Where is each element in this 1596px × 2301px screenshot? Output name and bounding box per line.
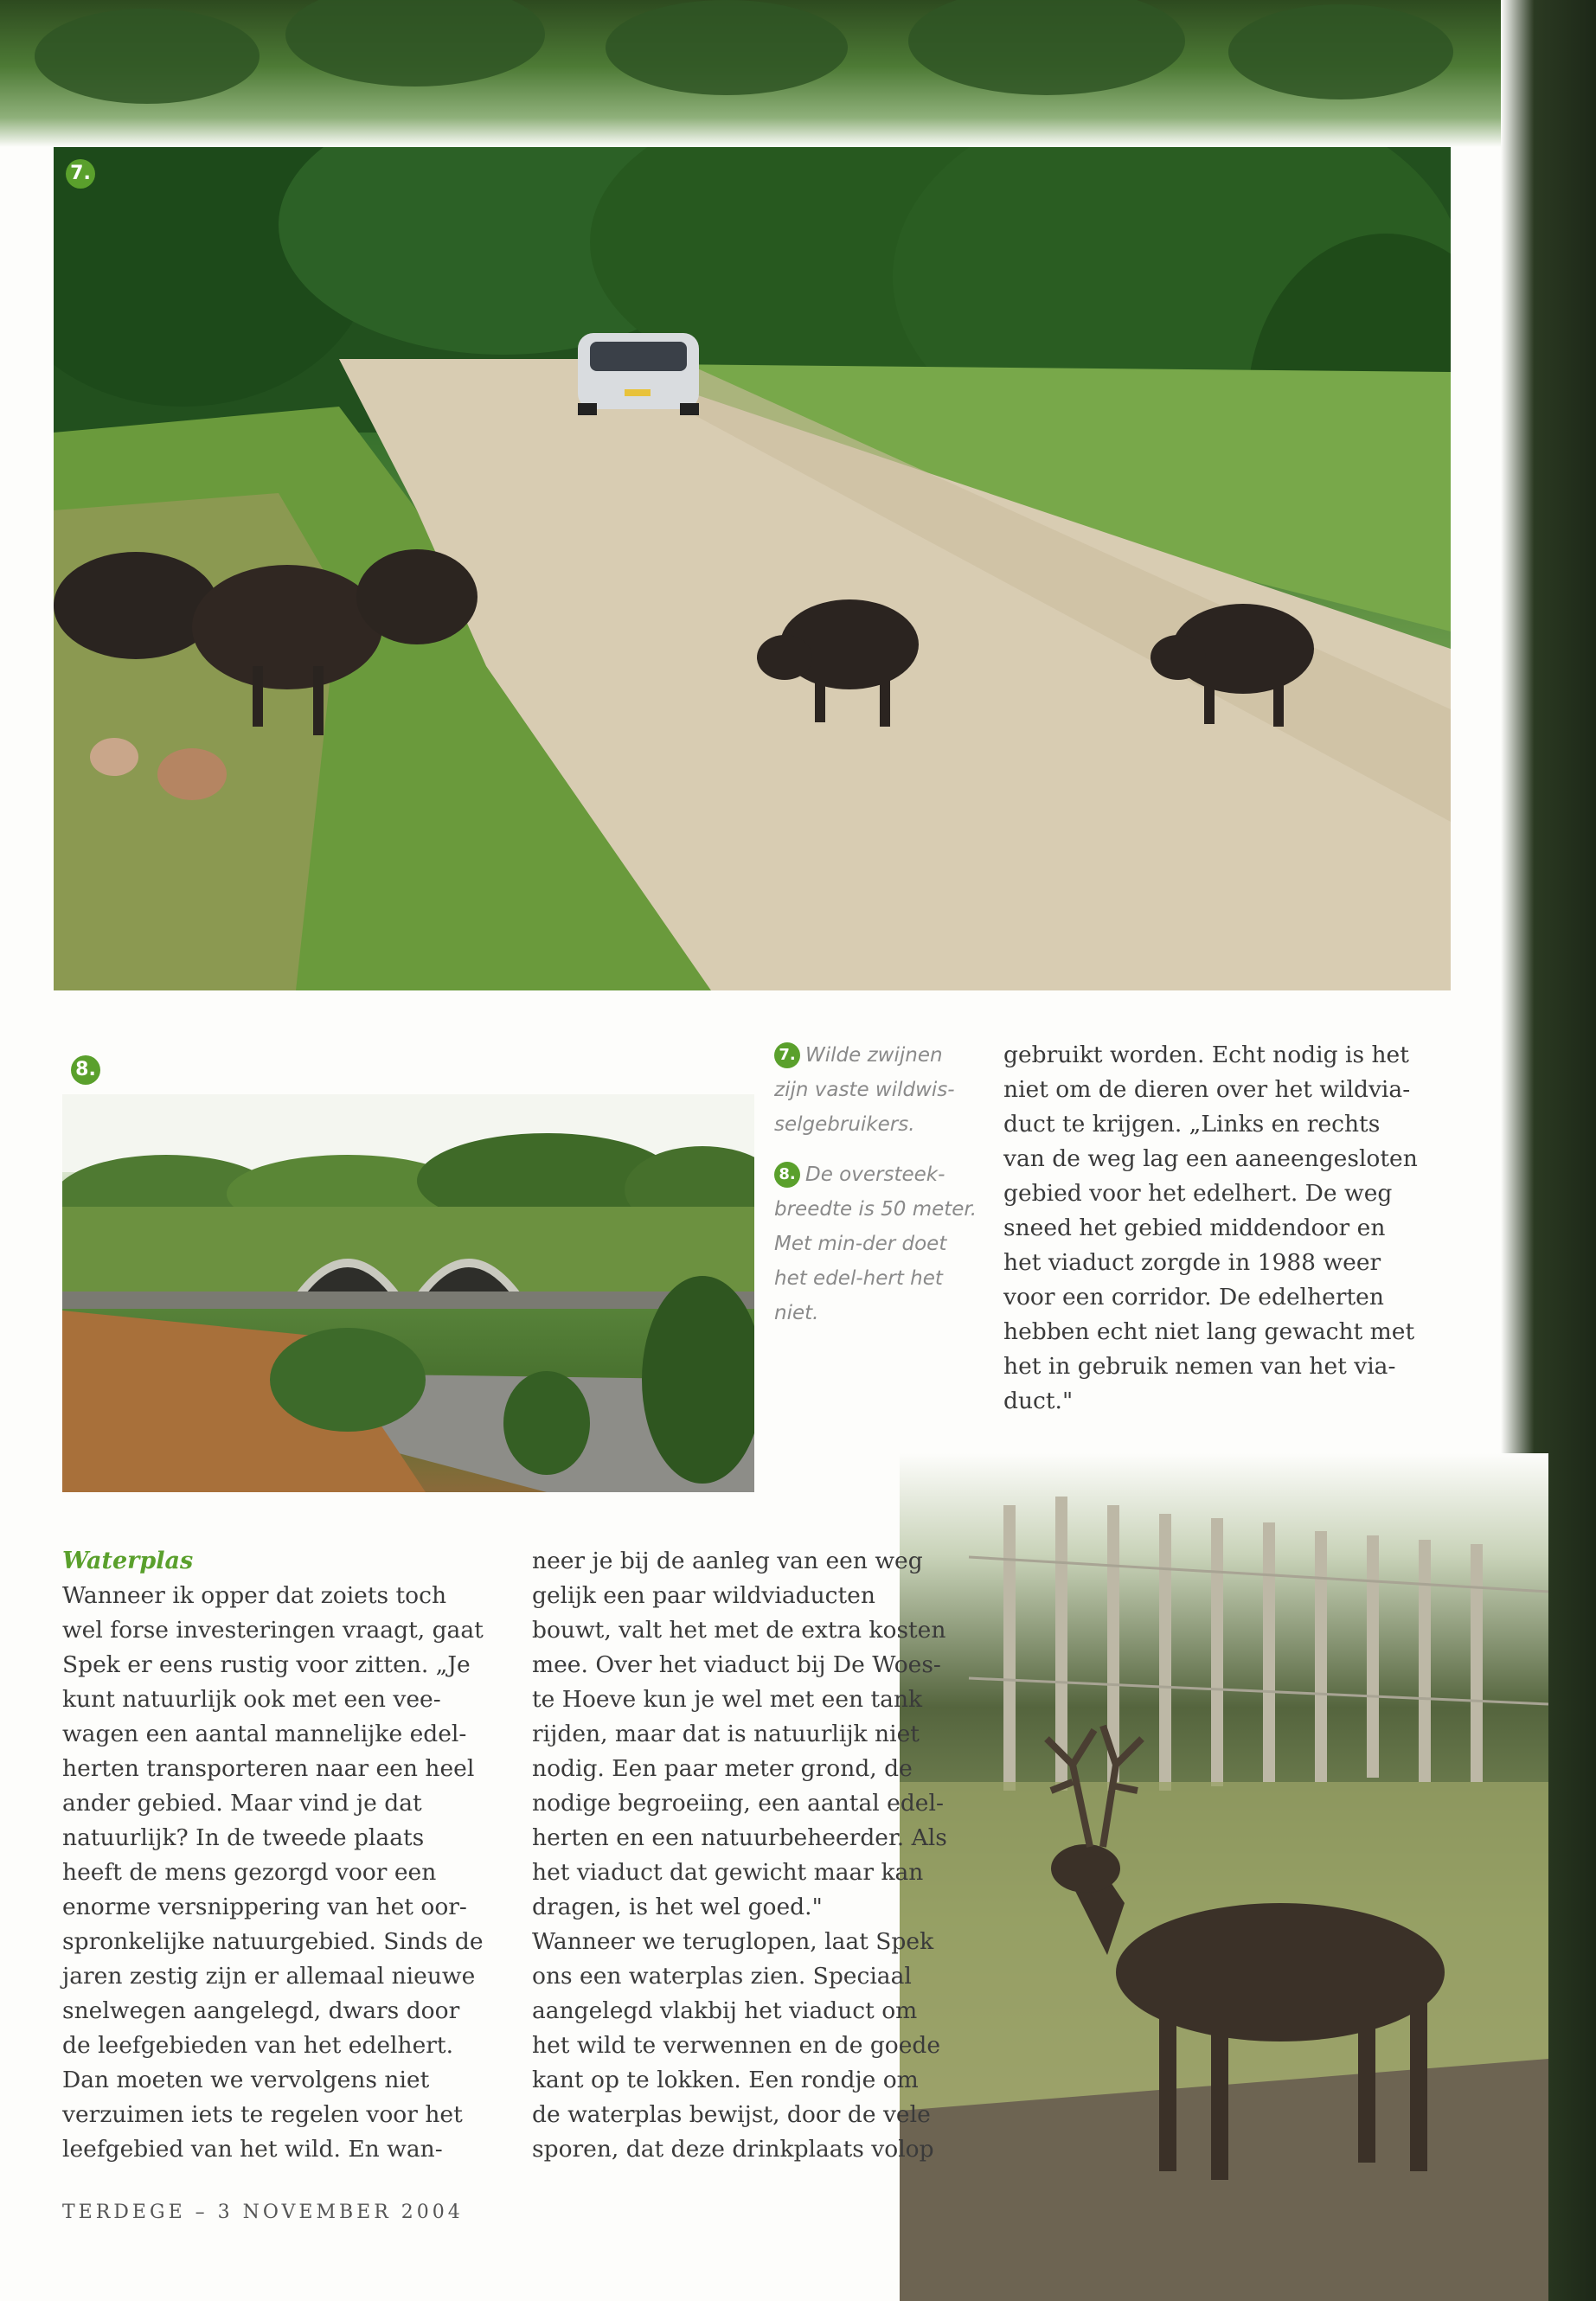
deer-photo [900, 1453, 1548, 2301]
viaduct-photo [62, 1094, 754, 1492]
caption-photo7 [774, 1038, 982, 1142]
caption8-number: 8. [774, 1162, 800, 1188]
article-paragraph: Wanneer ik opper dat zoiets toch wel forse investeringen vraagt, gaat Spek er eens rustig voor zitten. „Je kunt natuurlijk ook met een vee- wagen een aantal mannelijke edel- herten transporteren naar een heel ander gebied. Maar vind je dat natuurlijk? In de tweede plaats heeft de mens gezorgd voor een enorme versnippering van het oor- spronkelijke natuurgebied. Sinds de jaren zestig zijn er allemaal nieuwe snelwegen aangelegd, dwars door de leefgebieden van het edelhert. Dan moeten we vervolgens niet verzuimen iets te regelen voor het leefgebied van het wild. En wan- [62, 1582, 484, 2163]
section-subheading: Waterplas [62, 1548, 194, 1574]
photo8-number-badge: 8. [71, 1055, 100, 1085]
wild-boar-photo [54, 147, 1451, 990]
article-paragraph: neer je bij de aanleg van een weg gelijk een paar wildviaducten bouwt, valt het met de extra kosten mee. Over het viaduct bij De Woes- te Hoeve kun je wel met een tank rijden, maar dat is natuurlijk niet nodig. Een paar meter grond, de nodige begroeiing, een aantal edel- herten en een natuurbeheerder. Als het viaduct dat gewicht maar kan dragen, is het wel goed." Wanneer we teruglopen, laat Spek ons een waterplas zien. Speciaal aangelegd vlakbij het viaduct om het wild te verwennen en de goede kant op te lokken. Een rondje om de waterplas bewijst, door de vele sporen, dat deze drinkplaats volop [532, 1548, 947, 2163]
caption8-text: De oversteek-breedte is 50 meter. Met min-der doet het edel-hert het niet. [774, 1163, 977, 1324]
photo-captions [774, 1038, 982, 1346]
caption7-text: Wilde zwijnen zijn vaste wildwis-selgebruikers. [774, 1044, 955, 1136]
caption-photo8 [774, 1157, 982, 1330]
photo7-number-badge: 7. [66, 159, 95, 189]
article-paragraph: gebruikt worden. Echt nodig is het niet om de dieren over het wildvia- duct te krijgen. „Links en rechts van de weg lag een aaneengesloten gebied voor het edelhert. De weg sneed het gebied middendoor en het viaduct zorgde in 1988 weer voor een corridor. De edelherten hebben echt niet lang gewacht met het in gebruik nemen van het via- duct." [1003, 1042, 1418, 1414]
article-column-left [62, 1544, 512, 2167]
article-column-right [1003, 1038, 1488, 1419]
page-footer: TERDEGE – 3 NOVEMBER 2004 [62, 2202, 464, 2223]
caption7-number: 7. [774, 1042, 800, 1068]
article-column-middle [532, 1544, 965, 2167]
forest-header-band [0, 0, 1596, 147]
